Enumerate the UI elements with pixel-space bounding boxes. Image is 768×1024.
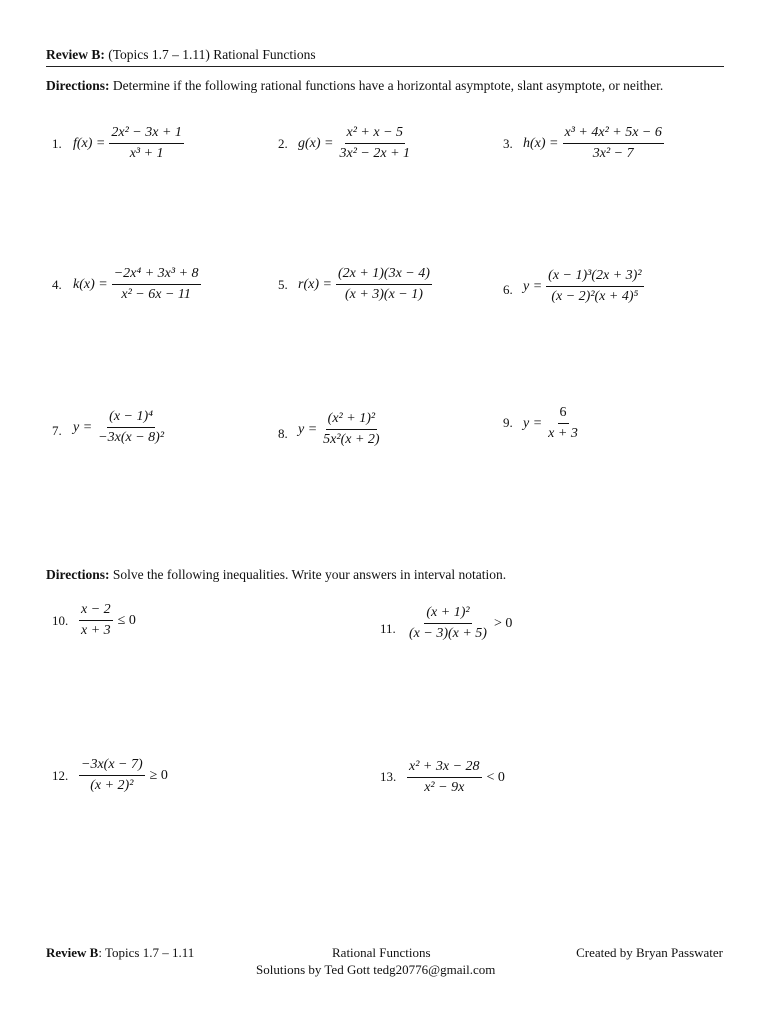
problem-5-expression xyxy=(298,266,435,303)
function-name: y = xyxy=(523,415,543,431)
problem-number: 8. xyxy=(278,426,288,441)
numerator: x³ + 4x² + 5x − 6 xyxy=(563,125,664,144)
inequality-relation: > 0 xyxy=(493,615,513,631)
directions-asymptotes xyxy=(46,78,663,94)
function-name: h(x) = xyxy=(523,135,559,151)
directions-text: Solve the following inequalities. Write your answers in interval notation. xyxy=(109,567,507,582)
fraction xyxy=(79,602,113,639)
denominator: x³ + 1 xyxy=(129,146,164,161)
problem-11-expression xyxy=(404,605,512,642)
problem-number: 13. xyxy=(380,769,397,784)
denominator: x² − 9x xyxy=(424,780,465,795)
footer-topics: : Topics 1.7 – 1.11 xyxy=(98,945,195,960)
problem-8-expression xyxy=(298,411,385,448)
problem-4-expression xyxy=(73,266,204,303)
denominator: −3x(x − 8)² xyxy=(98,430,165,445)
problem-9-expression xyxy=(523,405,583,442)
denominator: x² − 6x − 11 xyxy=(121,287,191,302)
function-name: g(x) = xyxy=(298,135,334,151)
numerator: −2x⁴ + 3x³ + 8 xyxy=(112,266,201,285)
problem-number: 7. xyxy=(52,423,62,438)
numerator: x² + x − 5 xyxy=(345,125,406,144)
numerator: (x − 1)⁴ xyxy=(107,409,155,428)
fraction xyxy=(112,266,201,303)
denominator: 5x²(x + 2) xyxy=(323,432,380,447)
denominator: 3x² − 7 xyxy=(592,146,634,161)
denominator: (x + 2)² xyxy=(90,778,134,793)
denominator: (x − 2)²(x + 4)⁵ xyxy=(551,289,639,304)
numerator: (2x + 1)(3x − 4) xyxy=(336,266,432,285)
function-name: f(x) = xyxy=(73,135,106,151)
function-name: k(x) = xyxy=(73,276,108,292)
inequality-relation: ≥ 0 xyxy=(149,767,168,783)
problem-7-expression xyxy=(73,409,169,446)
header-title: (Topics 1.7 – 1.11) Rational Functions xyxy=(104,47,316,62)
denominator: x + 3 xyxy=(81,623,111,638)
problem-number: 6. xyxy=(503,282,513,297)
page-header xyxy=(46,47,316,63)
fraction xyxy=(407,759,482,796)
directions-inequalities xyxy=(46,567,506,583)
problem-10-expression xyxy=(76,602,136,639)
denominator: (x − 3)(x + 5) xyxy=(409,626,487,641)
problem-number: 3. xyxy=(503,136,513,151)
function-name: y = xyxy=(523,278,543,294)
problem-6-expression xyxy=(523,268,647,305)
footer-solutions: Solutions by Ted Gott tedg20776@gmail.com xyxy=(256,962,496,977)
inequality-relation: < 0 xyxy=(486,769,505,785)
header-rule xyxy=(46,66,724,67)
problem-1-expression xyxy=(73,125,187,162)
directions-text: Determine if the following rational functions have a horizontal asymptote, slant asymptote, or neither. xyxy=(109,78,664,93)
problem-number: 12. xyxy=(52,768,69,783)
denominator: (x + 3)(x − 1) xyxy=(344,287,423,302)
fraction xyxy=(96,409,166,446)
fraction xyxy=(546,405,580,442)
numerator: (x + 1)² xyxy=(424,605,471,624)
fraction xyxy=(336,266,432,303)
problem-number: 2. xyxy=(278,136,288,151)
fraction xyxy=(109,125,184,162)
directions-label: Directions: xyxy=(46,567,110,582)
footer-left xyxy=(46,945,194,961)
numerator: 6 xyxy=(558,405,569,424)
header-label: Review B: xyxy=(46,47,105,62)
denominator: x + 3 xyxy=(548,426,578,441)
fraction xyxy=(546,268,643,305)
denominator: 3x² − 2x + 1 xyxy=(339,146,411,161)
fraction xyxy=(407,605,489,642)
numerator: −3x(x − 7) xyxy=(79,757,145,776)
fraction xyxy=(79,757,145,794)
problem-number: 5. xyxy=(278,277,288,292)
fraction xyxy=(338,125,413,162)
function-name: y = xyxy=(73,419,93,435)
footer-center: Rational Functions xyxy=(332,945,431,960)
inequality-relation: ≤ 0 xyxy=(117,612,136,628)
footer-label: Review B xyxy=(46,945,99,960)
numerator: x² + 3x − 28 xyxy=(407,759,482,778)
problem-number: 11. xyxy=(380,621,396,636)
numerator: (x² + 1)² xyxy=(326,411,377,430)
problem-number: 9. xyxy=(503,415,513,430)
function-name: r(x) = xyxy=(298,276,332,292)
fraction xyxy=(563,125,664,162)
directions-label: Directions: xyxy=(46,78,110,93)
problem-number: 10. xyxy=(52,613,69,628)
problem-2-expression xyxy=(298,125,415,162)
numerator: 2x² − 3x + 1 xyxy=(109,125,184,144)
problem-12-expression xyxy=(76,757,168,794)
numerator: (x − 1)³(2x + 3)² xyxy=(546,268,643,287)
problem-number: 1. xyxy=(52,136,62,151)
problem-number: 4. xyxy=(52,277,62,292)
problem-13-expression xyxy=(404,759,505,796)
footer-credit: Created by Bryan Passwater xyxy=(576,945,723,960)
function-name: y = xyxy=(298,421,318,437)
fraction xyxy=(321,411,381,448)
numerator: x − 2 xyxy=(79,602,113,621)
problem-3-expression xyxy=(523,125,667,162)
